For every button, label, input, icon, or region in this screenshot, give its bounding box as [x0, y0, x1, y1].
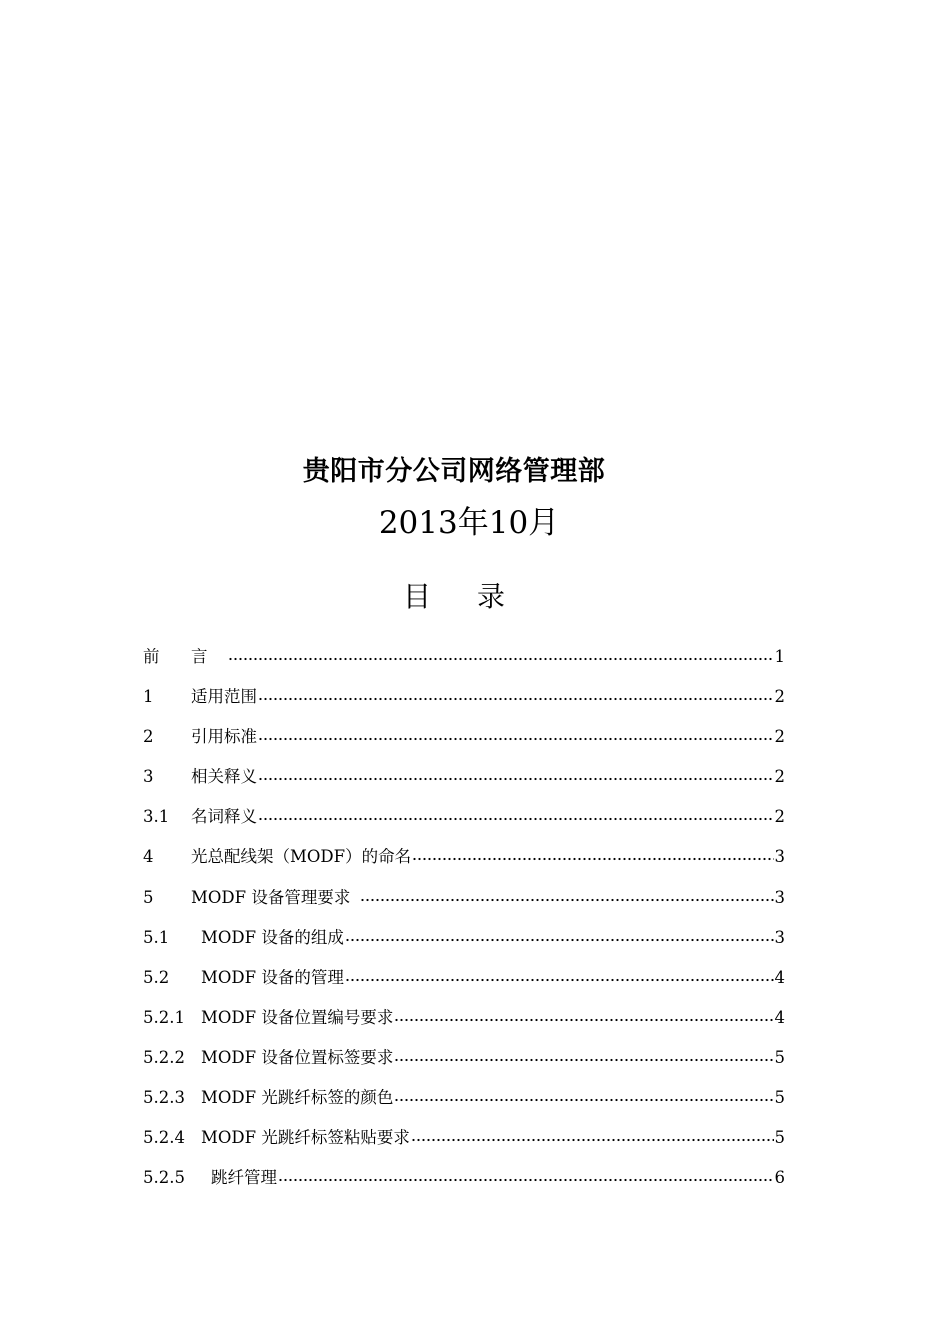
toc-dot-leader — [258, 686, 774, 702]
toc-entry-5[interactable] — [143, 881, 785, 921]
toc-entry-5-2-3[interactable] — [143, 1081, 785, 1121]
toc-entry-5-2[interactable] — [143, 961, 785, 1001]
toc-entry-number: 5.2 — [143, 967, 170, 987]
toc-entry-2[interactable] — [143, 720, 785, 760]
toc-entry-number: 3 — [143, 767, 154, 787]
toc-entry-page: 3 — [774, 887, 785, 907]
toc-entry-4[interactable] — [143, 840, 785, 880]
toc-entry-label: 名词释义 — [191, 807, 257, 827]
toc-dot-leader — [345, 967, 774, 983]
toc-entry-number: 4 — [143, 847, 154, 867]
toc-entry-number: 5.2.5 — [143, 1168, 185, 1188]
toc-entry-label: MODF 设备位置编号要求 — [201, 1007, 394, 1027]
toc-entry-number: 5.2.3 — [143, 1088, 185, 1108]
toc-dot-leader — [360, 887, 773, 903]
toc-entry-page: 3 — [774, 927, 785, 947]
toc-entry-number: 5.2.2 — [143, 1047, 185, 1067]
toc-heading-right: 录 — [477, 580, 506, 613]
toc-entry-label: MODF 设备的管理 — [201, 967, 344, 987]
toc-dot-leader — [412, 846, 773, 862]
toc-entry-page: 4 — [774, 967, 785, 987]
toc-entry-page: 1 — [774, 647, 785, 666]
toc-entry-5-2-2[interactable] — [143, 1041, 785, 1081]
toc-entry-page: 5 — [774, 1047, 785, 1067]
toc-entry-label: 言 — [191, 647, 208, 666]
toc-heading — [0, 577, 908, 617]
toc-entry-label: 引用标准 — [191, 727, 257, 747]
toc-entry-5-2-5[interactable] — [143, 1161, 785, 1201]
toc-entry-page: 2 — [774, 727, 785, 747]
toc-dot-leader — [394, 1047, 773, 1063]
toc-dot-leader — [258, 726, 774, 742]
toc-entry-page: 2 — [774, 807, 785, 827]
toc-entry-label: MODF 设备位置标签要求 — [201, 1047, 394, 1067]
organization-title: 贵阳市分公司网络管理部 — [302, 456, 606, 487]
toc-entry-5-2-4[interactable] — [143, 1121, 785, 1161]
toc-entry-page: 5 — [774, 1128, 785, 1148]
toc-entry-3[interactable] — [143, 760, 785, 800]
toc-entry-label: MODF 设备管理要求 — [191, 887, 351, 907]
toc-entry-page: 6 — [774, 1168, 785, 1188]
toc-entry-number: 5 — [143, 887, 154, 907]
toc-entry-label: MODF 光跳纤标签粘贴要求 — [201, 1128, 410, 1148]
toc-dot-leader — [394, 1007, 773, 1023]
toc-entry-number: 3.1 — [143, 807, 170, 827]
toc-entry-page: 5 — [774, 1088, 785, 1108]
toc-entry-label: MODF 设备的组成 — [201, 927, 344, 947]
toc-entry-number: 前 — [143, 647, 160, 666]
toc-entry-5-1[interactable] — [143, 921, 785, 961]
toc-entry-1[interactable] — [143, 680, 785, 720]
toc-dot-leader — [258, 806, 774, 822]
toc-dot-leader — [394, 1087, 773, 1103]
toc-entry-number: 5.1 — [143, 927, 170, 947]
toc-entry-number: 2 — [143, 727, 154, 747]
toc-entry-number: 5.2.1 — [143, 1007, 185, 1027]
toc-dot-leader — [278, 1167, 774, 1183]
toc-entry-label: 适用范围 — [191, 687, 257, 707]
toc-entry-number: 1 — [143, 687, 154, 707]
toc-heading-left: 目 — [402, 580, 431, 613]
toc-entry-label: MODF 光跳纤标签的颜色 — [201, 1088, 394, 1108]
table-of-contents — [143, 640, 785, 1201]
toc-entry-number: 5.2.4 — [143, 1128, 185, 1148]
toc-entry-page: 4 — [774, 1007, 785, 1027]
toc-entry-label: 跳纤管理 — [211, 1168, 277, 1188]
toc-entry-page: 3 — [774, 847, 785, 867]
toc-entry-page: 2 — [774, 687, 785, 707]
toc-entry-5-2-1[interactable] — [143, 1001, 785, 1041]
toc-entry-3-1[interactable] — [143, 800, 785, 840]
toc-dot-leader — [258, 766, 774, 782]
toc-entry-label: 光总配线架（MODF）的命名 — [191, 847, 412, 867]
toc-entry-label: 相关释义 — [191, 767, 257, 787]
toc-dot-leader — [411, 1127, 774, 1143]
document-date: 2013年10月 — [378, 505, 560, 541]
toc-dot-leader — [345, 927, 774, 943]
toc-entry-foreword[interactable] — [143, 640, 785, 680]
toc-dot-leader — [228, 646, 774, 662]
toc-entry-page: 2 — [774, 767, 785, 787]
